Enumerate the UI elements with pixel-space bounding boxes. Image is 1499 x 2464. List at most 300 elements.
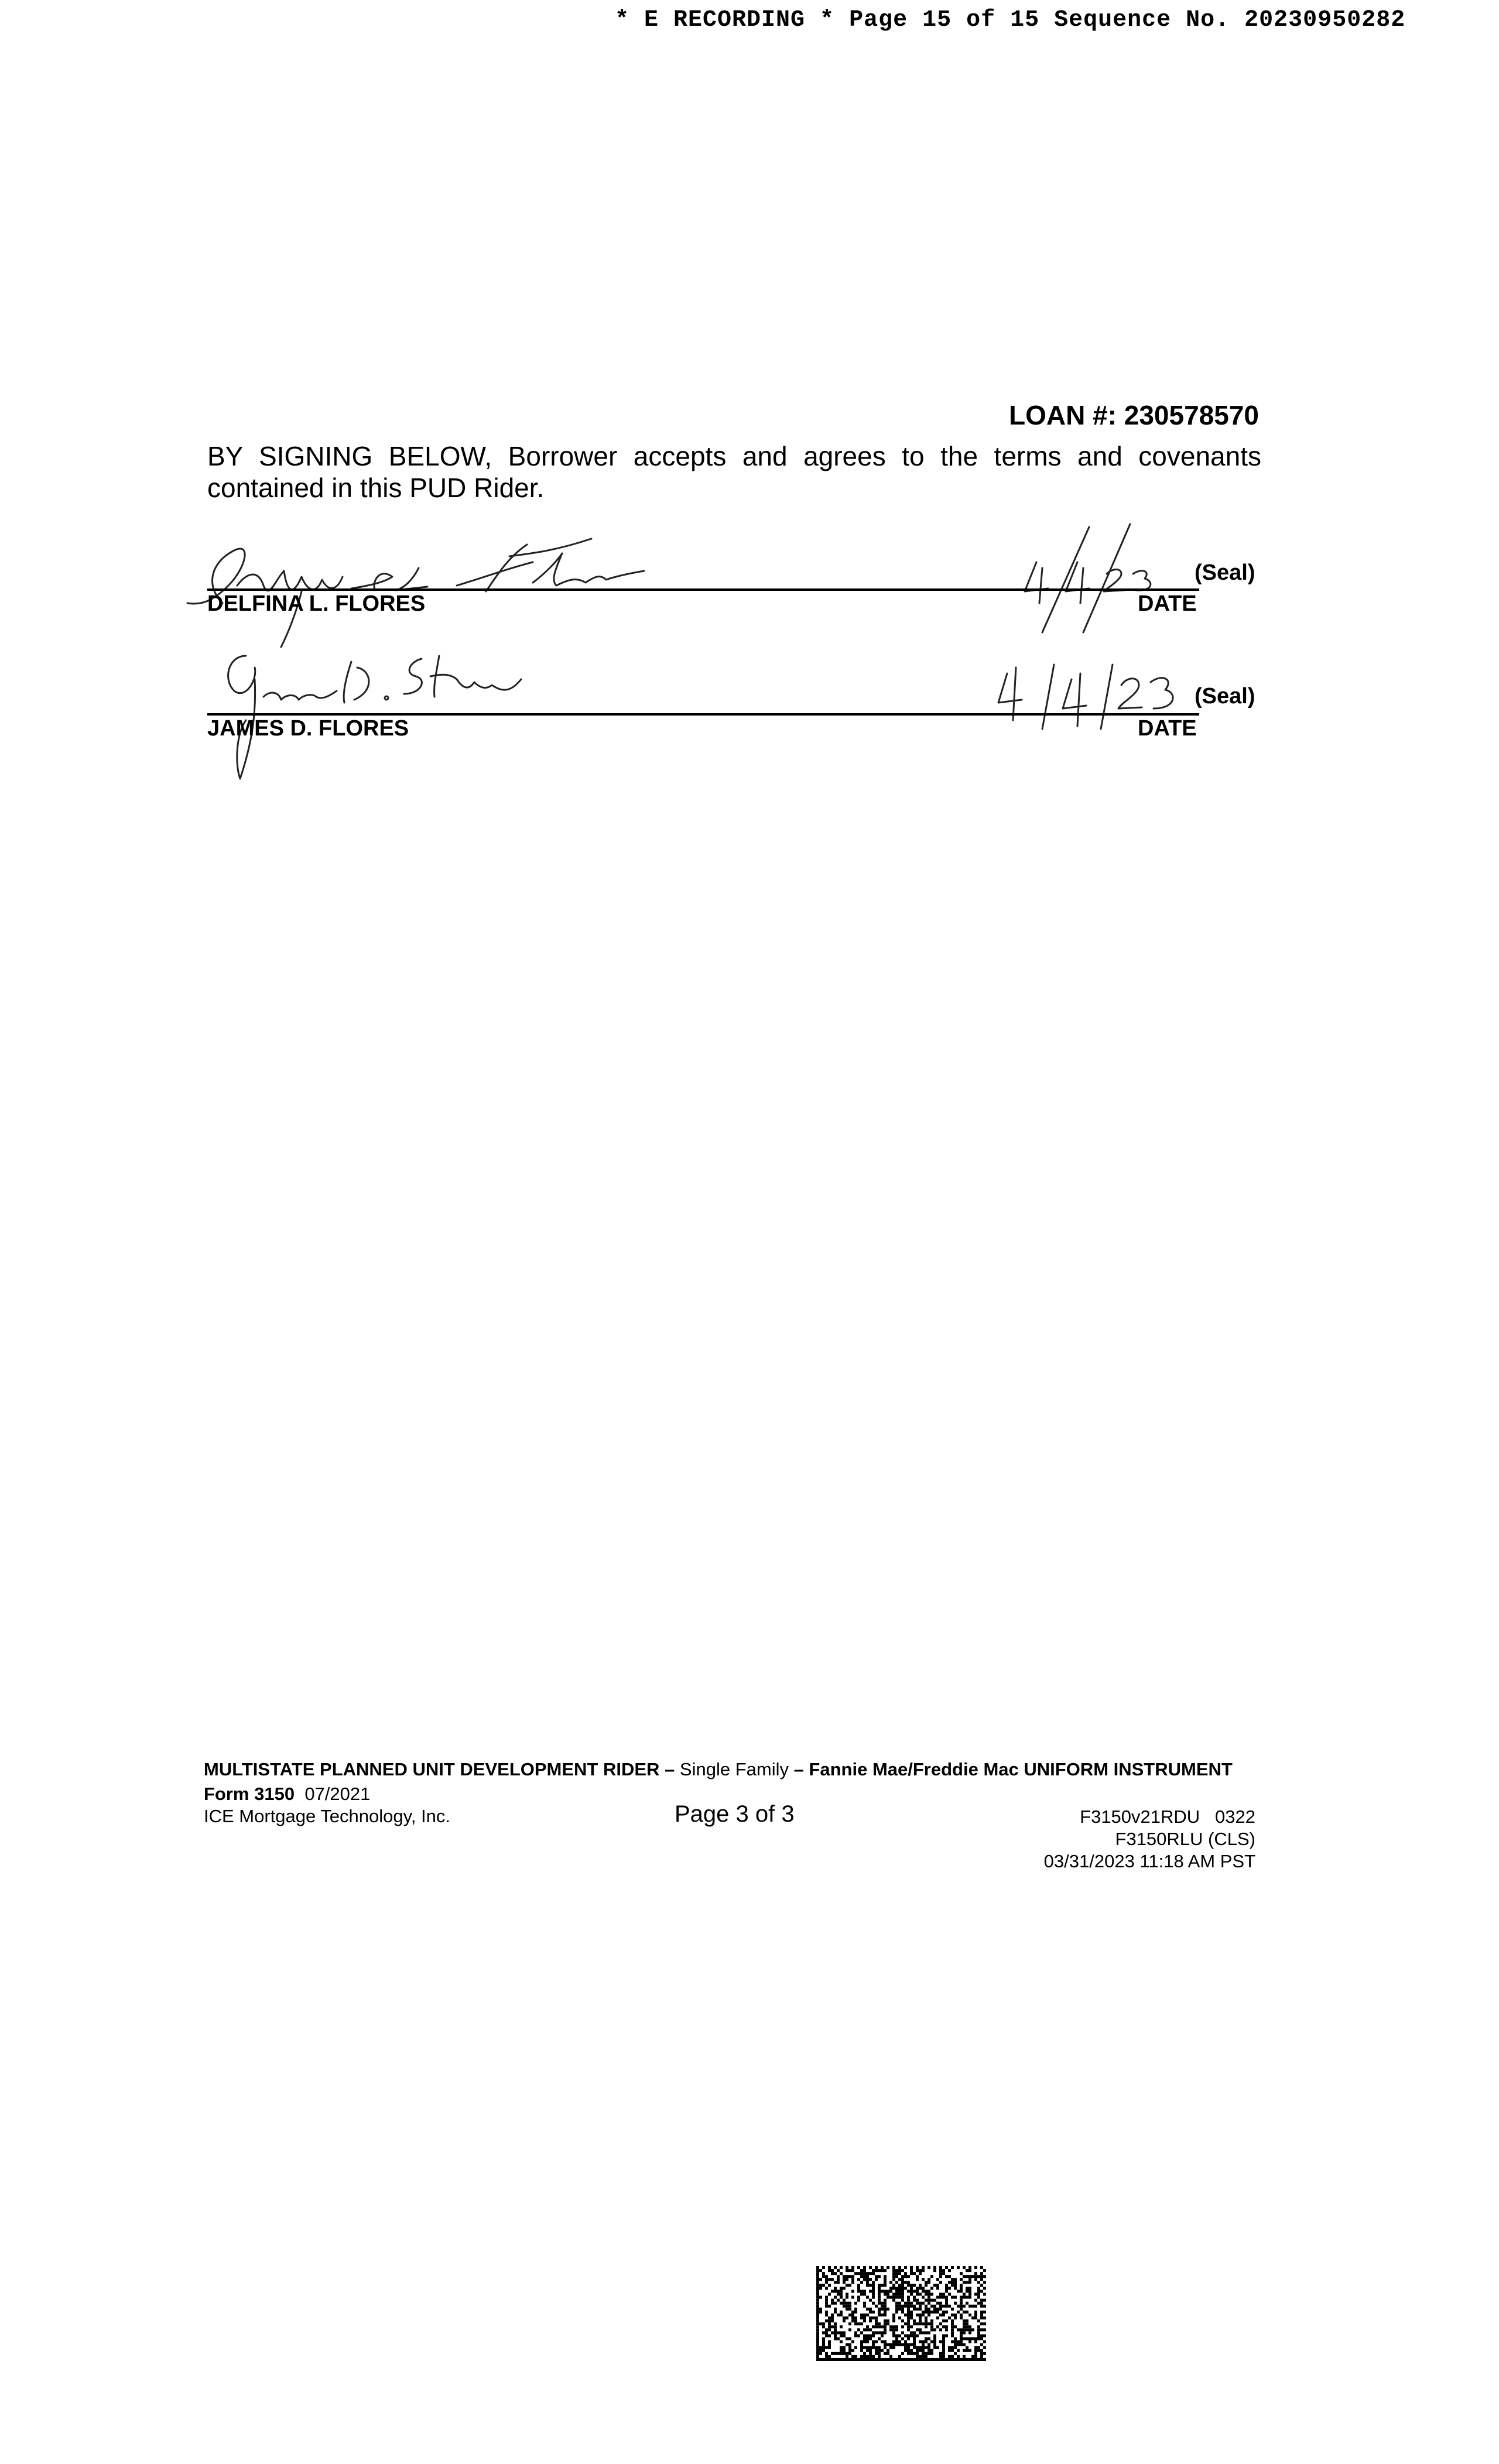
barcode-module (928, 2278, 930, 2281)
barcode-module (863, 2316, 866, 2319)
footer-form-title (204, 1759, 1233, 1780)
barcode-module (887, 2322, 889, 2325)
barcode-module (922, 2331, 925, 2334)
barcode-module (869, 2355, 872, 2358)
barcode-module (968, 2290, 971, 2293)
barcode-module (954, 2281, 957, 2284)
barcode-module (840, 2340, 843, 2343)
barcode-module (913, 2346, 916, 2349)
barcode-module (872, 2325, 875, 2328)
barcode-module (872, 2287, 875, 2290)
barcode-module (869, 2349, 872, 2352)
date-label-1: DATE (1138, 591, 1197, 616)
barcode-module (872, 2311, 875, 2314)
barcode-module (892, 2346, 895, 2349)
barcode-module (939, 2328, 942, 2331)
barcode-module (898, 2305, 901, 2308)
barcode-module (875, 2322, 878, 2325)
barcode-module (933, 2311, 936, 2314)
barcode-module (966, 2290, 968, 2293)
barcode-module (851, 2358, 854, 2361)
barcode-module (881, 2331, 884, 2334)
barcode-module (963, 2305, 966, 2308)
barcode-module (913, 2338, 916, 2340)
barcode-module (822, 2272, 825, 2275)
barcode-module (828, 2316, 831, 2319)
barcode-module (816, 2358, 819, 2361)
footer-code-line-1 (1044, 1806, 1255, 1828)
barcode-module (939, 2355, 942, 2358)
barcode-module (960, 2278, 963, 2281)
barcode-module (942, 2269, 945, 2272)
barcode-module (895, 2281, 898, 2284)
barcode-module (919, 2331, 922, 2334)
barcode-module (910, 2293, 913, 2296)
barcode-module (925, 2325, 928, 2328)
barcode-module (951, 2278, 954, 2281)
barcode-module (860, 2275, 863, 2278)
barcode-module (816, 2331, 819, 2334)
barcode-module (875, 2352, 878, 2355)
barcode-module (866, 2328, 869, 2331)
barcode-module (875, 2325, 878, 2328)
barcode-module (968, 2278, 971, 2281)
barcode-module (922, 2343, 925, 2346)
barcode-module (922, 2266, 925, 2269)
barcode-module (895, 2287, 898, 2290)
barcode-module (851, 2278, 854, 2281)
barcode-module (957, 2358, 960, 2361)
barcode-module (928, 2358, 930, 2361)
barcode-module (951, 2308, 954, 2311)
barcode-module (892, 2328, 895, 2331)
barcode-module (860, 2355, 863, 2358)
barcode-module (857, 2290, 860, 2293)
barcode-module (878, 2296, 881, 2299)
barcode-module (875, 2340, 878, 2343)
barcode-module (884, 2284, 887, 2287)
barcode-module (872, 2281, 875, 2284)
barcode-module (922, 2296, 925, 2299)
barcode-module (942, 2314, 945, 2316)
barcode-module (840, 2346, 843, 2349)
barcode-module (925, 2284, 928, 2287)
barcode-module (983, 2322, 986, 2325)
barcode-module (872, 2334, 875, 2337)
barcode-module (825, 2355, 828, 2358)
barcode-module (895, 2338, 898, 2340)
barcode-module (974, 2293, 977, 2296)
barcode-module (843, 2287, 846, 2290)
barcode-module (854, 2311, 857, 2314)
barcode-module (971, 2275, 974, 2278)
barcode-module (925, 2299, 928, 2302)
barcode-module (960, 2331, 963, 2334)
barcode-module (930, 2299, 933, 2302)
barcode-module (828, 2325, 831, 2328)
barcode-module (907, 2346, 910, 2349)
barcode-module (848, 2343, 851, 2346)
barcode-module (866, 2325, 869, 2328)
barcode-module (843, 2278, 846, 2281)
barcode-module (892, 2314, 895, 2316)
loan-number: LOAN #: 230578570 (1008, 400, 1259, 430)
barcode-module (816, 2281, 819, 2284)
barcode-module (895, 2311, 898, 2314)
barcode-module (939, 2281, 942, 2284)
barcode-module (936, 2308, 939, 2311)
barcode-module (892, 2331, 895, 2334)
barcode-module (936, 2325, 939, 2328)
footer-form-label: Form 3150 (204, 1784, 295, 1804)
barcode-module (851, 2269, 854, 2272)
barcode-module (881, 2325, 884, 2328)
barcode-module (884, 2340, 887, 2343)
barcode-module (919, 2314, 922, 2316)
barcode-module (928, 2281, 930, 2284)
barcode-module (913, 2296, 916, 2299)
barcode-module (851, 2266, 854, 2269)
barcode-module (983, 2346, 986, 2349)
barcode-module (843, 2281, 846, 2284)
barcode-module (851, 2281, 854, 2284)
barcode-module (907, 2284, 910, 2287)
barcode-module (848, 2338, 851, 2340)
barcode-module (889, 2328, 892, 2331)
barcode-module (904, 2358, 907, 2361)
barcode-module (884, 2346, 887, 2349)
barcode-module (907, 2314, 910, 2316)
barcode-module (974, 2346, 977, 2349)
barcode-module (851, 2314, 854, 2316)
barcode-module (840, 2311, 843, 2314)
barcode-module (907, 2352, 910, 2355)
barcode-module (904, 2346, 907, 2349)
barcode-module (851, 2290, 854, 2293)
barcode-module (980, 2334, 983, 2337)
barcode-module (916, 2358, 919, 2361)
barcode-module (904, 2334, 907, 2337)
barcode-module (968, 2358, 971, 2361)
barcode-module (816, 2266, 819, 2269)
barcode-module (942, 2296, 945, 2299)
barcode-module (916, 2346, 919, 2349)
barcode-module (857, 2296, 860, 2299)
barcode-module (916, 2314, 919, 2316)
barcode-module (928, 2290, 930, 2293)
barcode-module (922, 2349, 925, 2352)
barcode-module (954, 2343, 957, 2346)
barcode-module (822, 2284, 825, 2287)
barcode-module (848, 2328, 851, 2331)
barcode-module (884, 2311, 887, 2314)
barcode-module (860, 2293, 863, 2296)
barcode-module (881, 2340, 884, 2343)
barcode-module (857, 2272, 860, 2275)
signature-line-1 (207, 588, 1199, 591)
barcode-module (977, 2287, 980, 2290)
barcode-module (951, 2355, 954, 2358)
barcode-module (939, 2352, 942, 2355)
barcode-module (928, 2296, 930, 2299)
barcode-module (942, 2305, 945, 2308)
barcode-module (922, 2302, 925, 2305)
barcode-module (977, 2290, 980, 2293)
barcode-module (831, 2299, 834, 2302)
footer-code-1: F3150v21RDU (1080, 1806, 1200, 1827)
barcode-module (892, 2316, 895, 2319)
barcode-module (957, 2290, 960, 2293)
barcode-module (884, 2281, 887, 2284)
barcode-module (916, 2275, 919, 2278)
footer-code-2: F3150RLU (CLS) (1115, 1829, 1255, 1849)
barcode-module (846, 2358, 848, 2361)
barcode-module (848, 2308, 851, 2311)
barcode-module (922, 2358, 925, 2361)
barcode-module (846, 2308, 848, 2311)
barcode-module (928, 2349, 930, 2352)
barcode-module (887, 2290, 889, 2293)
barcode-module (963, 2328, 966, 2331)
barcode-module (916, 2290, 919, 2293)
barcode-module (904, 2343, 907, 2346)
barcode-module (857, 2299, 860, 2302)
barcode-module (843, 2319, 846, 2322)
barcode-module (878, 2275, 881, 2278)
barcode-module (942, 2355, 945, 2358)
barcode-module (933, 2343, 936, 2346)
barcode-module (968, 2275, 971, 2278)
barcode-module (854, 2322, 857, 2325)
barcode-module (834, 2334, 837, 2337)
barcode-module (848, 2269, 851, 2272)
barcode-module (968, 2266, 971, 2269)
barcode-module (925, 2319, 928, 2322)
barcode-module (872, 2284, 875, 2287)
barcode-module (960, 2314, 963, 2316)
barcode-module (974, 2352, 977, 2355)
barcode-module (948, 2355, 951, 2358)
barcode-module (895, 2305, 898, 2308)
barcode-module (922, 2278, 925, 2281)
barcode-module (848, 2284, 851, 2287)
barcode-module (925, 2311, 928, 2314)
barcode-module (983, 2275, 986, 2278)
barcode-module (901, 2290, 904, 2293)
barcode-module (892, 2340, 895, 2343)
barcode-module (945, 2296, 948, 2299)
barcode-module (857, 2266, 860, 2269)
barcode-module (983, 2299, 986, 2302)
barcode-module (928, 2293, 930, 2296)
barcode-module (895, 2269, 898, 2272)
barcode-module (977, 2281, 980, 2284)
barcode-module (878, 2287, 881, 2290)
barcode-module (884, 2322, 887, 2325)
barcode-module (840, 2272, 843, 2275)
barcode-module (863, 2272, 866, 2275)
barcode-module (892, 2299, 895, 2302)
barcode-module (925, 2358, 928, 2361)
barcode-module (966, 2281, 968, 2284)
barcode-module (863, 2275, 866, 2278)
barcode-module (872, 2346, 875, 2349)
barcode-module (834, 2322, 837, 2325)
barcode-module (901, 2325, 904, 2328)
barcode-module (980, 2278, 983, 2281)
barcode-module (957, 2266, 960, 2269)
barcode-module (966, 2346, 968, 2349)
barcode-module (933, 2334, 936, 2337)
barcode-module (916, 2269, 919, 2272)
barcode-module (831, 2290, 834, 2293)
barcode-module (898, 2278, 901, 2281)
barcode-module (942, 2293, 945, 2296)
barcode-module (840, 2266, 843, 2269)
barcode-module (910, 2358, 913, 2361)
barcode-module (930, 2349, 933, 2352)
barcode-module (866, 2281, 869, 2284)
barcode-module (863, 2266, 866, 2269)
barcode-module (887, 2343, 889, 2346)
barcode-module (922, 2322, 925, 2325)
barcode-module (951, 2322, 954, 2325)
barcode-module (977, 2325, 980, 2328)
barcode-module (948, 2281, 951, 2284)
barcode-module (869, 2358, 872, 2361)
barcode-module (968, 2296, 971, 2299)
barcode-module (936, 2278, 939, 2281)
barcode-module (892, 2272, 895, 2275)
barcode-module (892, 2284, 895, 2287)
barcode-module (910, 2266, 913, 2269)
barcode-module (851, 2296, 854, 2299)
barcode-module (878, 2299, 881, 2302)
barcode-module (904, 2281, 907, 2284)
barcode-module (948, 2269, 951, 2272)
barcode-module (878, 2269, 881, 2272)
barcode-module (843, 2358, 846, 2361)
barcode-module (869, 2311, 872, 2314)
barcode-module (854, 2316, 857, 2319)
barcode-module (966, 2287, 968, 2290)
barcode-module (851, 2319, 854, 2322)
barcode-module (971, 2338, 974, 2340)
barcode-module (846, 2284, 848, 2287)
barcode-module (898, 2334, 901, 2337)
barcode-module (913, 2290, 916, 2293)
barcode-module (960, 2308, 963, 2311)
barcode-module (825, 2311, 828, 2314)
barcode-module (980, 2290, 983, 2293)
barcode-module (828, 2284, 831, 2287)
barcode-module (980, 2316, 983, 2319)
barcode-module (866, 2284, 869, 2287)
barcode-module (942, 2311, 945, 2314)
footer-title-part-3: – Fannie Mae/Freddie Mac UNIFORM INSTRUMENT (788, 1759, 1233, 1779)
barcode-module (974, 2349, 977, 2352)
barcode-module (966, 2325, 968, 2328)
barcode-module (898, 2296, 901, 2299)
barcode-module (930, 2287, 933, 2290)
barcode-module (889, 2281, 892, 2284)
barcode-module (919, 2319, 922, 2322)
barcode-module (892, 2358, 895, 2361)
barcode-module (954, 2352, 957, 2355)
barcode-module (948, 2293, 951, 2296)
barcode-module (930, 2305, 933, 2308)
barcode-module (851, 2355, 854, 2358)
barcode-module (901, 2284, 904, 2287)
barcode-module (980, 2352, 983, 2355)
barcode-module (816, 2299, 819, 2302)
barcode-module (828, 2293, 831, 2296)
barcode-module (878, 2302, 881, 2305)
barcode-module (907, 2322, 910, 2325)
barcode-module (907, 2305, 910, 2308)
barcode-module (887, 2358, 889, 2361)
barcode-module (980, 2305, 983, 2308)
barcode-module (898, 2284, 901, 2287)
barcode-module (913, 2322, 916, 2325)
barcode-module (925, 2331, 928, 2334)
barcode-module (910, 2284, 913, 2287)
barcode-module (848, 2358, 851, 2361)
barcode-module (895, 2275, 898, 2278)
barcode-module (960, 2334, 963, 2337)
barcode-module (922, 2340, 925, 2343)
barcode-module (957, 2328, 960, 2331)
barcode-module (963, 2266, 966, 2269)
barcode-module (828, 2266, 831, 2269)
barcode-module (980, 2349, 983, 2352)
barcode-module (866, 2278, 869, 2281)
barcode-module (866, 2346, 869, 2349)
barcode-module (875, 2319, 878, 2322)
barcode-module (960, 2305, 963, 2308)
barcode-module (977, 2358, 980, 2361)
barcode-module (948, 2316, 951, 2319)
barcode-module (904, 2322, 907, 2325)
barcode-module (974, 2355, 977, 2358)
barcode-module (930, 2325, 933, 2328)
barcode-module (881, 2266, 884, 2269)
barcode-module (857, 2334, 860, 2337)
barcode-module (878, 2346, 881, 2349)
barcode-module (860, 2340, 863, 2343)
barcode-module (919, 2302, 922, 2305)
barcode-module (957, 2305, 960, 2308)
barcode-module (878, 2349, 881, 2352)
barcode-module (930, 2311, 933, 2314)
barcode-module (901, 2308, 904, 2311)
barcode-module (898, 2308, 901, 2311)
barcode-module (875, 2346, 878, 2349)
barcode-module (878, 2311, 881, 2314)
barcode-module (977, 2331, 980, 2334)
barcode-module (939, 2275, 942, 2278)
barcode-module (925, 2308, 928, 2311)
barcode-module (889, 2346, 892, 2349)
barcode-module (907, 2308, 910, 2311)
signer-name-1: DELFINA L. FLORES (207, 591, 426, 616)
barcode-module (928, 2314, 930, 2316)
barcode-module (966, 2311, 968, 2314)
barcode-module (945, 2266, 948, 2269)
barcode-module (922, 2269, 925, 2272)
barcode-module (960, 2272, 963, 2275)
barcode-module (913, 2308, 916, 2311)
